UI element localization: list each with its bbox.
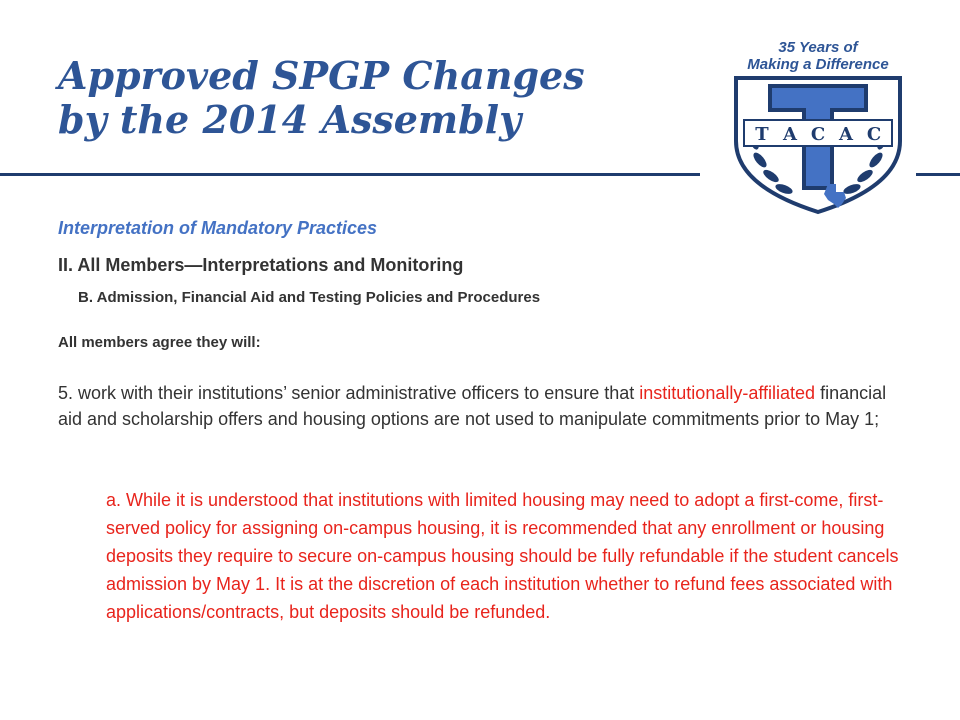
slide-title	[58, 54, 585, 142]
logo-letter-2: A	[783, 124, 797, 145]
logo-letter-4: A	[839, 124, 853, 145]
item-5-highlight: institutionally-affiliated	[639, 383, 816, 403]
tacac-logo	[718, 36, 918, 216]
lead-text: All members agree they will:	[58, 334, 261, 351]
item-5-rest: financial aid and scholarship offers and housing options are not used to manipulate commitments prior to May 1;	[58, 383, 887, 429]
subsection-heading: B. Admission, Financial Aid and Testing Policies and Procedures	[78, 289, 541, 306]
section-heading: II. All Members—Interpretations and Monitoring	[58, 255, 464, 275]
subtitle: Interpretation of Mandatory Practices	[58, 218, 378, 238]
item-5-prefix: 5. work with their institutions’ senior administrative officers to ensure that	[58, 383, 635, 403]
logo-banner-line-2: Making a Difference	[747, 56, 889, 73]
note-a: a. While it is understood that institutions with limited housing may need to adopt a first-come, first-served policy for assigning on-campus housing, it is recommended that any enrollment or housing deposits they require to secure on-campus housing should be fully refundable if the student cancels admission by May 1. It is at the discretion of each institution whether to refund fees associated with applications/contracts, but deposits should be refunded.	[106, 490, 899, 622]
logo-banner-line-1: 35 Years of	[778, 39, 858, 56]
logo-letter-5: C	[866, 124, 882, 145]
item-5	[58, 380, 888, 432]
logo-letter-1: T	[755, 124, 769, 145]
logo-letter-3: C	[810, 124, 826, 145]
title-line-1: Approved SPGP Changes	[58, 53, 585, 98]
title-line-2: by the 2014 Assembly	[58, 97, 522, 142]
divider-right	[916, 173, 960, 176]
divider-left	[0, 173, 700, 176]
